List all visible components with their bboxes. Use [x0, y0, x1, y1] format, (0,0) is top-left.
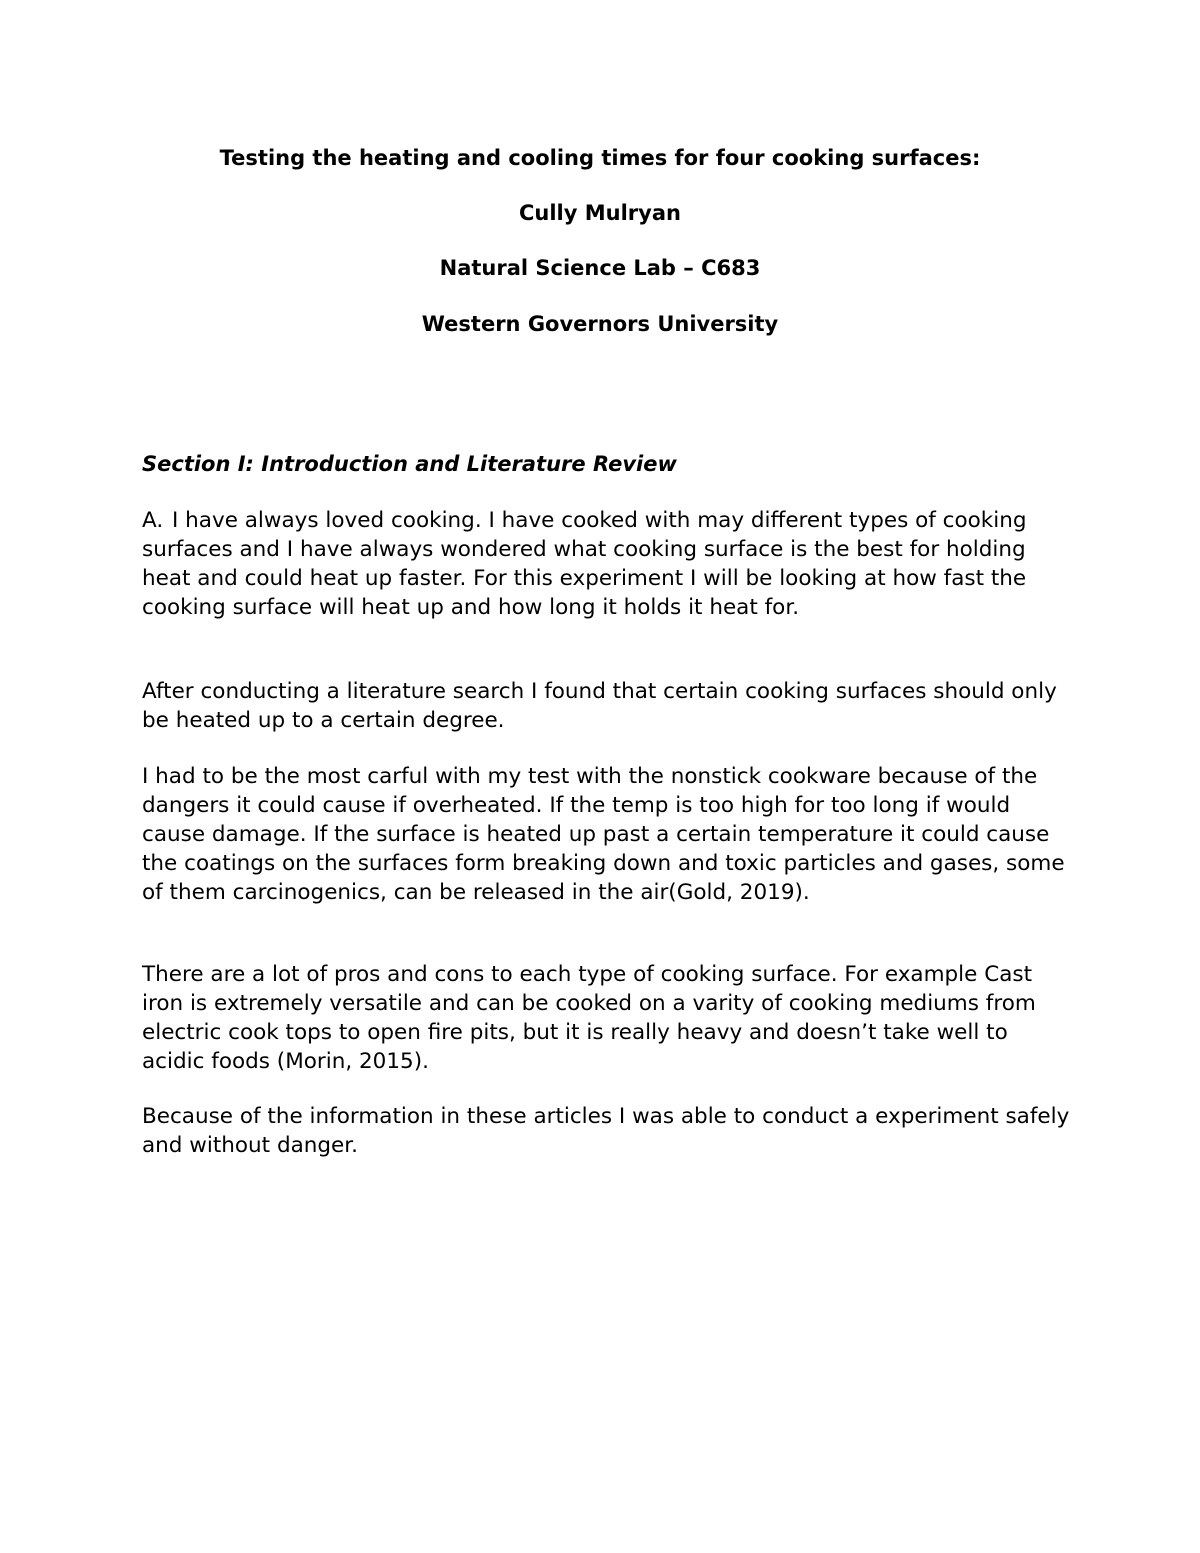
author-name: Cully Mulryan: [519, 201, 681, 225]
course-name: Natural Science Lab – C683: [439, 256, 761, 280]
paragraph-conclusion: Because of the information in these articles I was able to conduct a experiment safely and without danger.: [142, 1104, 1070, 1158]
paragraph-nonstick: I had to be the most carful with my test with the nonstick cookware because of the dangers it could cause if overheated. If the temp is too high for too long if would cause damage. If the surface is heated up past a certain temperature it could cause the coatings on the surfaces form breaking down and toxic particles and gases, some of them carcinogenics, can be released in the air(Gold, 2019).: [142, 764, 1065, 905]
section-heading: Section I: Introduction and Literature Review: [142, 452, 677, 476]
paragraph-label: A.: [142, 508, 164, 533]
institution-name: Western Governors University: [421, 312, 779, 336]
paragraph-pros-cons: There are a lot of pros and cons to each type of cooking surface. For example Cast iron is extremely versatile and can be cooked on a varity of cooking mediums from electric cook tops to open fire pits, but it is really heavy and doesn’t take well to acidic foods (Morin, 2015).: [142, 962, 1036, 1074]
paragraph-literature-search: After conducting a literature search I found that certain cooking surfaces should only be heated up to a certain degree.: [142, 679, 1057, 733]
document-title: Testing the heating and cooling times for four cooking surfaces:: [219, 146, 981, 170]
paragraph-intro: [142, 506, 1072, 622]
paragraph-text: I have always loved cooking. I have cooked with may different types of cooking surfaces and I have always wondered what cooking surface is the best for holding heat and could heat up faster. For this experiment I will be looking at how fast the cooking surface will heat up and how long it holds it heat for.: [142, 508, 1027, 620]
